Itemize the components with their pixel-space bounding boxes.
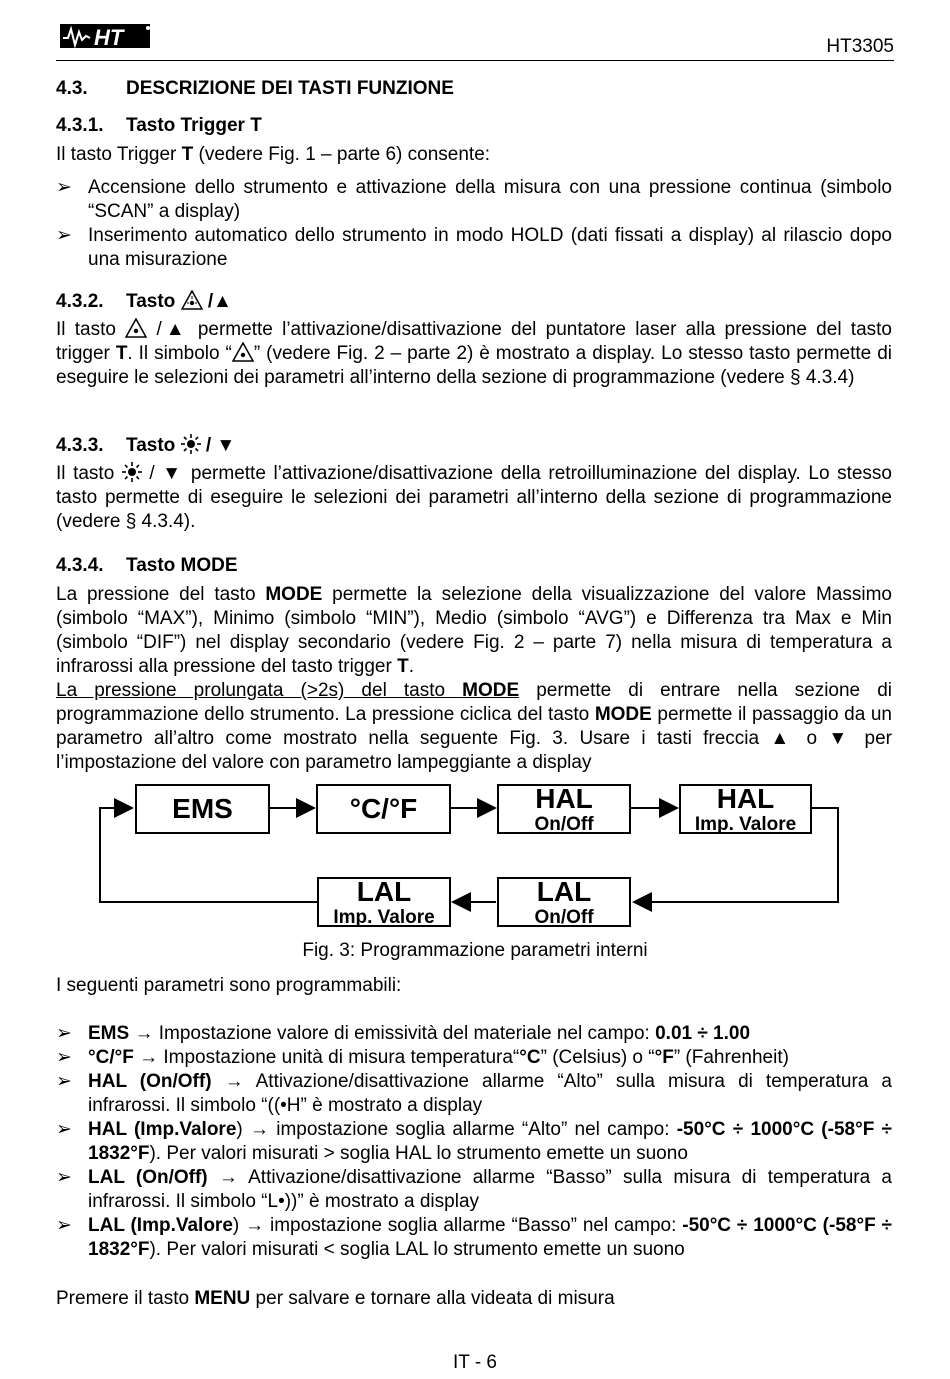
bullet-arrow-icon: ➢	[56, 225, 72, 246]
section-heading-4-3-2: 4.3.2. Tasto /▲	[56, 291, 232, 312]
diagram-box-hal-onoff: HAL On/Off	[497, 784, 631, 834]
list-item: ➢ EMS → Impostazione valore di emissività del materiale nel campo: 0.01 ÷ 1.00	[56, 1023, 751, 1044]
list-item: ➢ HAL (Imp.Valore) → impostazione soglia allarme “Alto” nel campo: -50°C ÷ 1000°C (-58°F ÷ 1832°F). Per valori misurati > soglia HAL lo strumento emette un suono	[56, 1119, 892, 1164]
diagram-box-lal-value: LAL Imp. Valore	[317, 877, 451, 927]
laser-icon	[181, 290, 203, 310]
list-item: ➢ HAL (On/Off) → Attivazione/disattivazione allarme “Alto” sulla misura di temperatura a infrarossi. Il simbolo “((•H” è mostrato a display	[56, 1071, 892, 1116]
laser-icon	[125, 318, 147, 338]
mode-key-description: La pressione del tasto MODE permette la selezione della visualizzazione del valore Massimo (simbolo “MAX”), Minimo (simbolo “MIN”), Medio (simbolo “AVG”) e Differenza tra Max e Min (simbolo “DIF”) nel display secondario (vedere Fig. 2 – parte 7) nella misura di temperatura a infrarossi alla pressione del tasto trigger T. La pressione prolungata (>2s) del tasto MODE permette di entrare nella sezione di programmazione dello strumento. La pressione ciclica del tasto MODE permette il passaggio da un parametro all’altro come mostrato nella seguente Fig. 3. Usare i tasti freccia ▲ o ▼ per l’impostazione del valore con parametro lampeggiante a display	[56, 584, 892, 773]
bullet-arrow-icon: ➢	[56, 177, 72, 198]
list-item: ➢ °C/°F → Impostazione unità di misura temperatura“°C” (Celsius) o “°F” (Fahrenheit)	[56, 1047, 789, 1068]
list-item: ➢ LAL (On/Off) → Attivazione/disattivazione allarme “Basso” sulla misura di temperatura a infrarossi. Il simbolo “L•))” è mostrato a display	[56, 1167, 892, 1212]
section-heading-4-3-3: 4.3.3. Tasto / ▼	[56, 435, 236, 456]
diagram-box-lal-onoff: LAL On/Off	[497, 877, 631, 927]
bullet-arrow-icon: ➢	[56, 1119, 72, 1140]
hal-alarm-symbol: ((•H	[267, 1095, 301, 1116]
ht-logo-icon	[60, 24, 152, 50]
params-intro: I seguenti parametri sono programmabili:	[56, 975, 402, 996]
section-heading-4-3-1: 4.3.1. Tasto Trigger T	[56, 115, 262, 136]
laser-icon	[232, 342, 254, 362]
laser-key-description: Il tasto /▲ permette l’attivazione/disattivazione del puntatore laser alla pressione del tasto trigger T. Il simbolo “ ” (vedere Fig. 2 – parte 2) è mostrato a display. Lo stesso tasto permette di eseguire le selezioni dei parametri all’interno della sezione di programmazione (vedere § 4.3.4)	[56, 319, 892, 388]
list-item: ➢ Inserimento automatico dello strumento in modo HOLD (dati fissati a display) al rilascio dopo una misurazione	[56, 225, 892, 270]
lal-alarm-symbol: L•))	[267, 1191, 298, 1212]
backlight-icon	[181, 434, 201, 454]
page-header	[56, 20, 894, 61]
logo-text: HT	[94, 25, 124, 50]
bullet-arrow-icon: ➢	[56, 1071, 72, 1092]
list-item: ➢ Accensione dello strumento e attivazione della misura con una pressione continua (simbolo “SCAN” a display)	[56, 177, 892, 222]
trigger-intro: Il tasto Trigger T (vedere Fig. 1 – parte 6) consente:	[56, 144, 491, 165]
figure-caption: Fig. 3: Programmazione parametri interni	[302, 940, 648, 961]
diagram-box-ems: EMS	[135, 784, 270, 834]
final-instruction: Premere il tasto MENU per salvare e tornare alla videata di misura	[56, 1288, 615, 1309]
diagram-box-hal-value: HAL Imp. Valore	[679, 784, 812, 834]
model-number: HT3305	[826, 36, 894, 57]
section-heading-4-3: 4.3. DESCRIZIONE DEI TASTI FUNZIONE	[56, 78, 454, 99]
backlight-icon	[122, 462, 142, 482]
diagram-box-unit: °C/°F	[316, 784, 451, 834]
section-heading-4-3-4: 4.3.4. Tasto MODE	[56, 555, 238, 576]
backlight-key-description: Il tasto / ▼ permette l’attivazione/disattivazione della retroilluminazione del display. Lo stesso tasto permette di eseguire le selezioni dei parametri all’interno della sezione di programmazione (vedere § 4.3.4).	[56, 463, 892, 532]
bullet-arrow-icon: ➢	[56, 1167, 72, 1188]
bullet-arrow-icon: ➢	[56, 1023, 72, 1044]
list-item: ➢ LAL (Imp.Valore) → impostazione soglia allarme “Basso” nel campo: -50°C ÷ 1000°C (-58°F ÷ 1832°F). Per valori misurati < soglia LAL lo strumento emette un suono	[56, 1215, 892, 1260]
bullet-arrow-icon: ➢	[56, 1047, 72, 1068]
bullet-arrow-icon: ➢	[56, 1215, 72, 1236]
page-number: IT - 6	[453, 1352, 497, 1373]
